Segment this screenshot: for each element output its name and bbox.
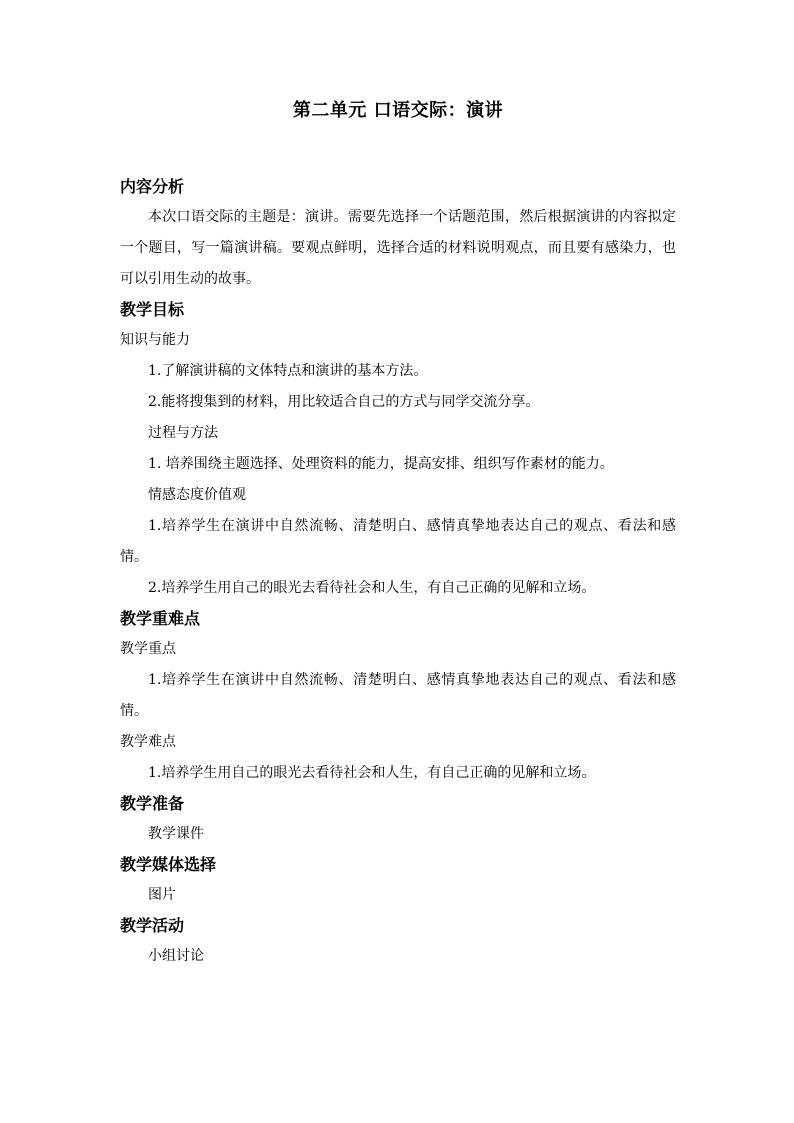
preparation-text: 教学课件 bbox=[148, 826, 204, 842]
heading-content-analysis: 内容分析 bbox=[120, 177, 185, 196]
document-content bbox=[120, 96, 676, 972]
subheading-difficulty: 教学难点 bbox=[120, 734, 176, 750]
heading-media: 教学媒体选择 bbox=[120, 855, 217, 874]
content-analysis-paragraph: 本次口语交际的主题是：演讲。需要先选择一个话题范围，然后根据演讲的内容拟定一个题目，写一篇演讲稿。要观点鲜明，选择合适的材料说明观点，而且要有感染力，也可以引用生动的故事。 bbox=[120, 209, 676, 287]
difficulty-item: 1.培养学生用自己的眼光去看待社会和人生，有自己正确的见解和立场。 bbox=[148, 765, 596, 781]
process-item: 1. 培养围绕主题选择、处理资料的能力，提高安排、组织写作素材的能力。 bbox=[148, 456, 614, 472]
subheading-emotion: 情感态度价值观 bbox=[148, 487, 246, 503]
heading-objectives: 教学目标 bbox=[120, 300, 185, 319]
heading-activity: 教学活动 bbox=[120, 916, 185, 935]
media-text: 图片 bbox=[148, 887, 176, 903]
focus-item: 1.培养学生在演讲中自然流畅、清楚明白、感情真挚地表达自己的观点、看法和感情。 bbox=[120, 672, 676, 719]
subheading-process: 过程与方法 bbox=[148, 425, 218, 441]
emotion-item: 1.培养学生在演讲中自然流畅、清楚明白、感情真挚地表达自己的观点、看法和感情。 bbox=[120, 518, 676, 565]
heading-preparation: 教学准备 bbox=[120, 794, 185, 813]
knowledge-item: 2.能将搜集到的材料，用比较适合自己的方式与同学交流分享。 bbox=[148, 394, 540, 410]
subheading-knowledge: 知识与能力 bbox=[120, 332, 190, 348]
heading-key-points: 教学重难点 bbox=[120, 609, 201, 628]
knowledge-item: 1.了解演讲稿的文体特点和演讲的基本方法。 bbox=[148, 363, 428, 379]
activity-text: 小组讨论 bbox=[148, 948, 204, 964]
document-title: 第二单元 口语交际：演讲 bbox=[292, 100, 504, 121]
subheading-focus: 教学重点 bbox=[120, 641, 176, 657]
emotion-item: 2.培养学生用自己的眼光去看待社会和人生，有自己正确的见解和立场。 bbox=[148, 580, 596, 596]
